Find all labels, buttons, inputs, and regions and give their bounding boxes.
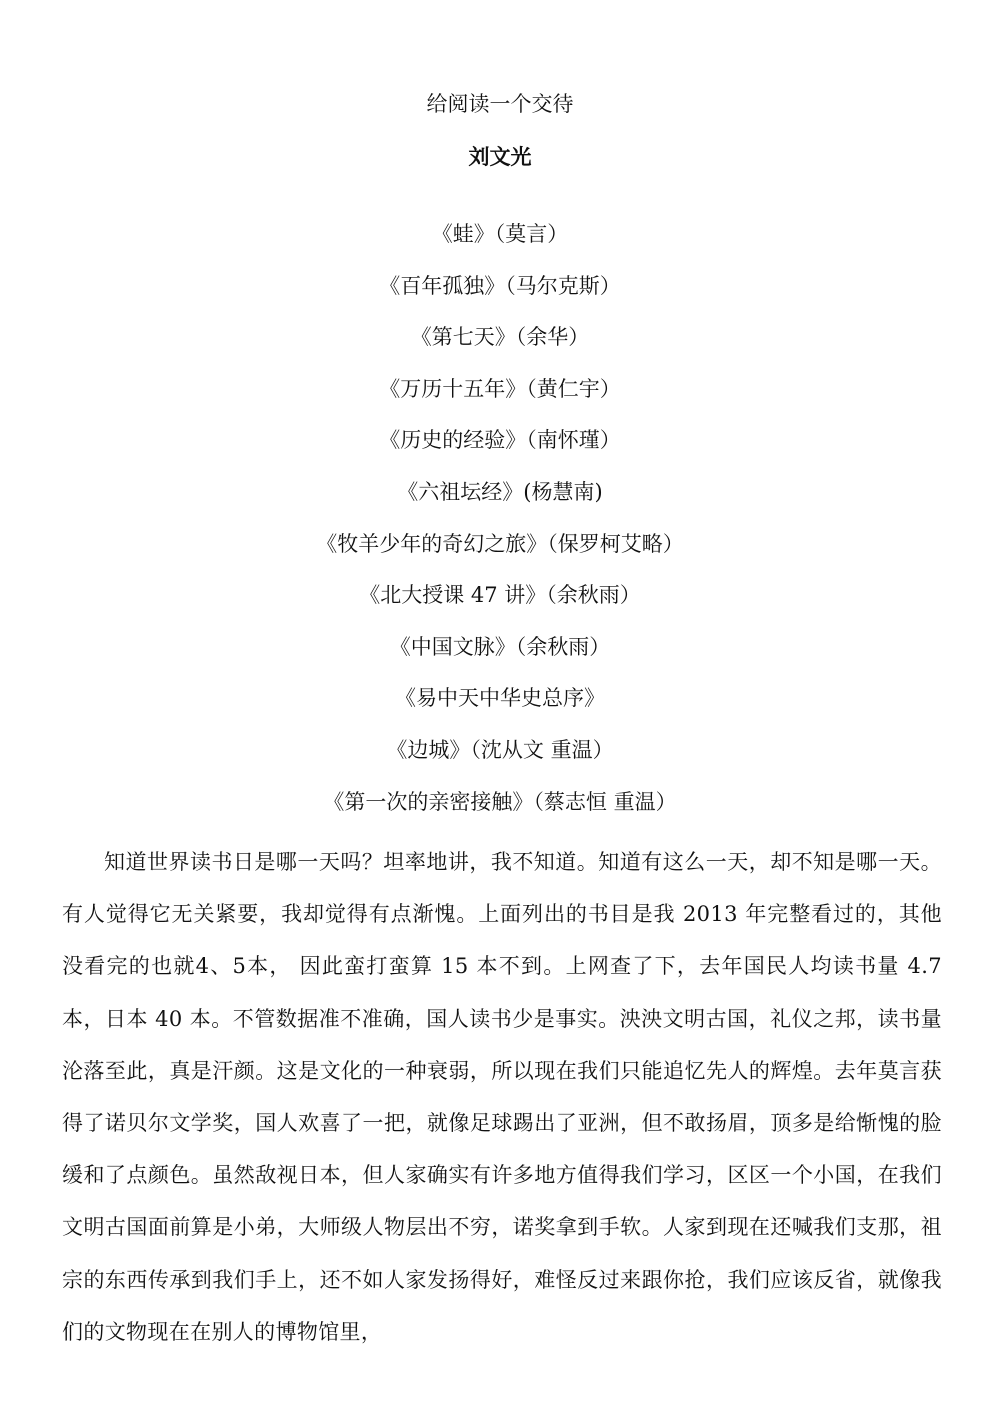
- book-list-item: 《六祖坛经》(杨慧南): [397, 479, 603, 504]
- book-list: [0, 216, 1000, 835]
- book-list-item: 《历史的经验》（南怀瑾）: [379, 428, 621, 453]
- document-title: 给阅读一个交待: [426, 92, 574, 116]
- book-list-item: 《第七天》（余华）: [410, 325, 590, 350]
- book-list-item: 《万历十五年》（黄仁宇）: [379, 376, 621, 401]
- book-list-item: 《边城》（沈从文 重温）: [386, 737, 614, 762]
- book-list-item: 《蛙》（莫言）: [431, 222, 569, 246]
- book-list-item: 《百年孤独》（马尔克斯）: [379, 273, 621, 298]
- book-list-item: 《第一次的亲密接触》（蔡志恒 重温）: [323, 789, 677, 814]
- book-list-item: 《中国文脉》（余秋雨）: [389, 634, 611, 659]
- body-paragraph: 知道世界读书日是哪一天吗？坦率地讲，我不知道。知道有这么一天，却不知是哪一天。有人觉得它无关紧要，我却觉得有点渐愧。上面列出的书目是我 2013 年完整看过的，其他没看完的也就4、5本， 因此蛮打蛮算 15 本不到。上网查了下，去年国民人均读书量 4.7本，日本 40 本。不管数据准不准确，国人读书少是事实。泱泱文明古国，礼仪之邦，读书量沦落至此，真是汗颜。这是文化的一种衰弱，所以现在我们只能追忆先人的辉煌。去年莫言获得了诺贝尔文学奖，国人欢喜了一把，就像足球踢出了亚洲，但不敢扬眉，顶多是给惭愧的脸缓和了点颜色。虽然敌视日本，但人家确实有许多地方值得我们学习，区区一个小国，在我们文明古国面前算是小弟，大师级人物层出不穷，诺奖拿到手软。人家到现在还喊我们支那，祖宗的东西传承到我们手上，还不如人家发扬得好，难怪反过来跟你抢，我们应该反省，就像我们的文物现在在别人的博物馆里，: [62, 850, 942, 1344]
- book-list-item: 《北大授课 47 讲》（余秋雨）: [359, 583, 641, 608]
- book-list-item: 《牧羊少年的奇幻之旅》（保罗柯艾略）: [316, 531, 684, 556]
- document-author: 刘文光: [468, 145, 532, 169]
- book-list-item: 《易中天中华史总序》: [395, 686, 605, 711]
